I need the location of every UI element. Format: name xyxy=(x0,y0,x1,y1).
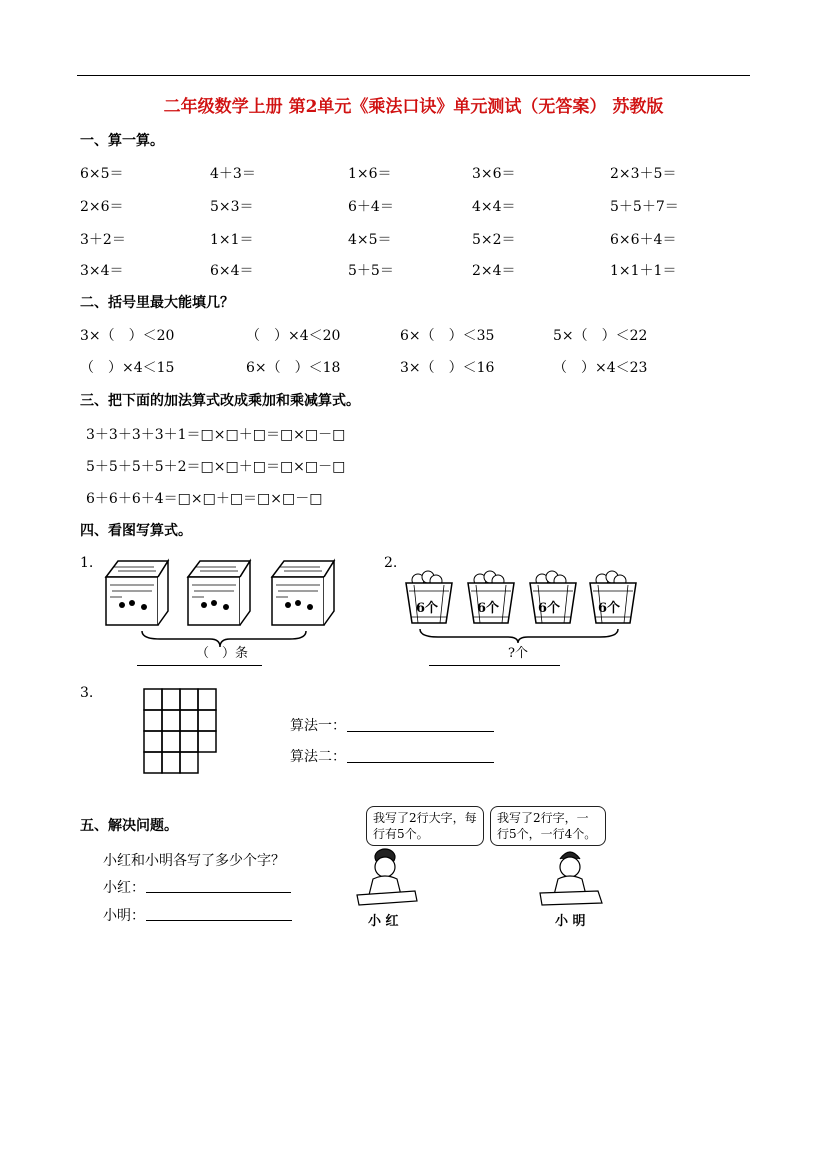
method-1-answer-line[interactable] xyxy=(347,731,494,732)
section-3-heading: 三、把下面的加法算式改成乘加和乘减算式。 xyxy=(80,393,360,409)
arithmetic-problem: 6×6＋4＝ xyxy=(610,232,677,248)
square-grid-figure xyxy=(140,685,225,775)
header-rule xyxy=(77,75,750,76)
arithmetic-problem: 6×4＝ xyxy=(210,263,254,279)
basket-label: 6个 xyxy=(538,601,561,616)
inequality-problem: 3×（ ）＜20 xyxy=(80,328,175,344)
inequality-problem: 3×（ ）＜16 xyxy=(400,360,495,376)
arithmetic-problem: 6×5＝ xyxy=(80,166,124,182)
arithmetic-problem: 1×1＋1＝ xyxy=(610,263,677,279)
xiaohong-label: 小红： xyxy=(103,880,145,896)
fish-tank xyxy=(106,561,168,625)
figure-2-label: ?个 xyxy=(508,646,528,661)
section-2-heading: 二、括号里最大能填几？ xyxy=(80,295,234,311)
answer-line-1[interactable] xyxy=(137,665,262,666)
curly-brace xyxy=(420,629,618,643)
xiaoming-answer-line[interactable] xyxy=(146,920,292,921)
answer-line-2[interactable] xyxy=(429,665,560,666)
xiaohong-answer-line[interactable] xyxy=(146,892,291,893)
girl-figure xyxy=(357,849,417,905)
arithmetic-problem: 4×4＝ xyxy=(472,199,516,215)
page-title: 二年级数学上册 第2单元《乘法口诀》单元测试（无答案） 苏教版 xyxy=(163,97,664,117)
arithmetic-problem: 3×4＝ xyxy=(80,263,124,279)
xiaoming-label: 小明： xyxy=(103,908,145,924)
arithmetic-problem: 6＋4＝ xyxy=(348,199,394,215)
conversion-row: 3＋3＋3＋3＋1＝□×□＋□＝□×□－□ xyxy=(86,427,346,443)
inequality-problem: 6×（ ）＜18 xyxy=(246,360,341,376)
basket-label: 6个 xyxy=(598,601,621,616)
inequality-problem: （ ）×4＜20 xyxy=(246,328,341,344)
section-5-heading: 五、解决问题。 xyxy=(80,818,178,834)
arithmetic-problem: 5＋5＋7＝ xyxy=(610,199,679,215)
arithmetic-problem: 4×5＝ xyxy=(348,232,392,248)
name-label-xiaohong: 小 红 xyxy=(368,914,399,929)
name-label-xiaoming: 小 明 xyxy=(555,914,586,929)
arithmetic-problem: 2×3＋5＝ xyxy=(610,166,677,182)
inequality-problem: （ ）×4＜15 xyxy=(80,360,175,376)
inequality-problem: （ ）×4＜23 xyxy=(553,360,648,376)
fish-tank xyxy=(272,561,334,625)
basket-label: 6个 xyxy=(416,601,439,616)
arithmetic-problem: 5×2＝ xyxy=(472,232,516,248)
figure-1-label: （ ）条 xyxy=(196,646,249,661)
problem-question: 小红和小明各写了多少个字？ xyxy=(103,853,285,869)
conversion-row: 5＋5＋5＋5＋2＝□×□＋□＝□×□－□ xyxy=(86,459,346,475)
inequality-problem: 5×（ ）＜22 xyxy=(553,328,648,344)
arithmetic-problem: 4＋3＝ xyxy=(210,166,256,182)
figure-1-number: 1. xyxy=(80,555,94,571)
boy-figure xyxy=(540,852,602,905)
arithmetic-problem: 5×3＝ xyxy=(210,199,254,215)
arithmetic-problem: 5＋5＝ xyxy=(348,263,394,279)
section-1-heading: 一、算一算。 xyxy=(80,133,164,149)
arithmetic-problem: 3×6＝ xyxy=(472,166,516,182)
arithmetic-problem: 1×6＝ xyxy=(348,166,392,182)
arithmetic-problem: 1×1＝ xyxy=(210,232,254,248)
arithmetic-problem: 3＋2＝ xyxy=(80,232,126,248)
conversion-row: 6＋6＋6＋4＝□×□＋□＝□×□－□ xyxy=(86,491,323,507)
arithmetic-problem: 2×6＝ xyxy=(80,199,124,215)
method-1-label: 算法一： xyxy=(290,718,346,734)
inequality-problem: 6×（ ）＜35 xyxy=(400,328,495,344)
figure-3-number: 3. xyxy=(80,685,94,701)
fish-tank xyxy=(188,561,250,625)
section-4-heading: 四、看图写算式。 xyxy=(80,523,192,539)
arithmetic-problem: 2×4＝ xyxy=(472,263,516,279)
figure-2-number: 2. xyxy=(384,555,398,571)
speech-bubble-xiaoming: 我写了2行字，一行5个，一行4个。 xyxy=(490,806,606,846)
speech-bubble-xiaohong: 我写了2行大字，每行有5个。 xyxy=(366,806,484,846)
method-2-answer-line[interactable] xyxy=(347,762,494,763)
basket-label: 6个 xyxy=(477,601,500,616)
method-2-label: 算法二： xyxy=(290,749,346,765)
students-illustration xyxy=(355,845,615,910)
